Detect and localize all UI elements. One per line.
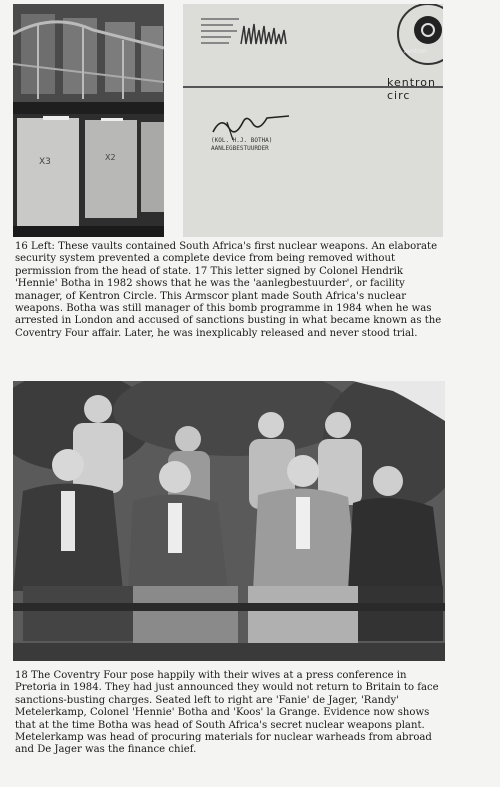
- caption-line: Metelerkamp was head of procuring materials for nuclear warheads from abroad: [15, 732, 432, 744]
- caption-line: that at the time Botha was head of South Africa's secret nuclear weapons plant.: [15, 719, 425, 731]
- vaults-photo: [13, 4, 164, 237]
- caption-line: Coventry Four affair. Later, he was inexplicably released and never stood trial.: [15, 327, 418, 339]
- caption-line: Pretoria in 1984. They had just announced they would not return to Britain to face: [15, 682, 439, 694]
- caption-line: weapons. Botha was still manager of this bomb programme in 1984 when he was: [15, 303, 432, 315]
- coventry-four-photo: [13, 381, 445, 661]
- caption-line: sanctions-busting charges. Seated left to right are 'Fanie' de Jager, 'Randy': [15, 694, 400, 706]
- caption-line: Metelerkamp, Colonel 'Hennie' Botha and 'Koos' la Grange. Evidence now shows: [15, 707, 430, 719]
- svg-text:X2: X2: [105, 153, 116, 162]
- letter-brand-wordmark: kentron circ: [387, 76, 437, 102]
- caption-line: security system prevented a complete device from being removed without: [15, 253, 396, 265]
- caption-line: arrested in London and accused of sanctions busting in what became known as the: [15, 315, 442, 327]
- vaults-illustration: [13, 4, 164, 237]
- caption-line: 18 The Coventry Four pose happily with their wives at a press conference in: [15, 670, 407, 681]
- signature-name: (KOL. H.J. BOTHA): [211, 137, 273, 144]
- caption-line: permission from the head of state. 17 This letter signed by Colonel Hendrik: [15, 265, 404, 277]
- group-illustration: [13, 381, 445, 661]
- caption-line: and De Jager was the finance chief.: [15, 744, 197, 756]
- letter-illustration: [183, 4, 443, 237]
- letter-logo-text: kentron: [404, 48, 427, 55]
- caption-figure-18: [15, 670, 485, 757]
- caption-figures-16-17: [15, 241, 485, 340]
- signature-title: AANLEGBESTUURDER: [211, 145, 269, 152]
- caption-line: 16 Left: These vaults contained South Africa's first nuclear weapons. An elaborate: [15, 241, 438, 252]
- caption-line: 'Hennie' Botha in 1982 shows that he was the 'aanlegbestuurder', or facility: [15, 278, 405, 290]
- svg-text:X3: X3: [39, 157, 51, 167]
- letter-photo: [183, 4, 443, 237]
- caption-line: manager, of Kentron Circle. This Armscor plant made South Africa's nuclear: [15, 290, 407, 302]
